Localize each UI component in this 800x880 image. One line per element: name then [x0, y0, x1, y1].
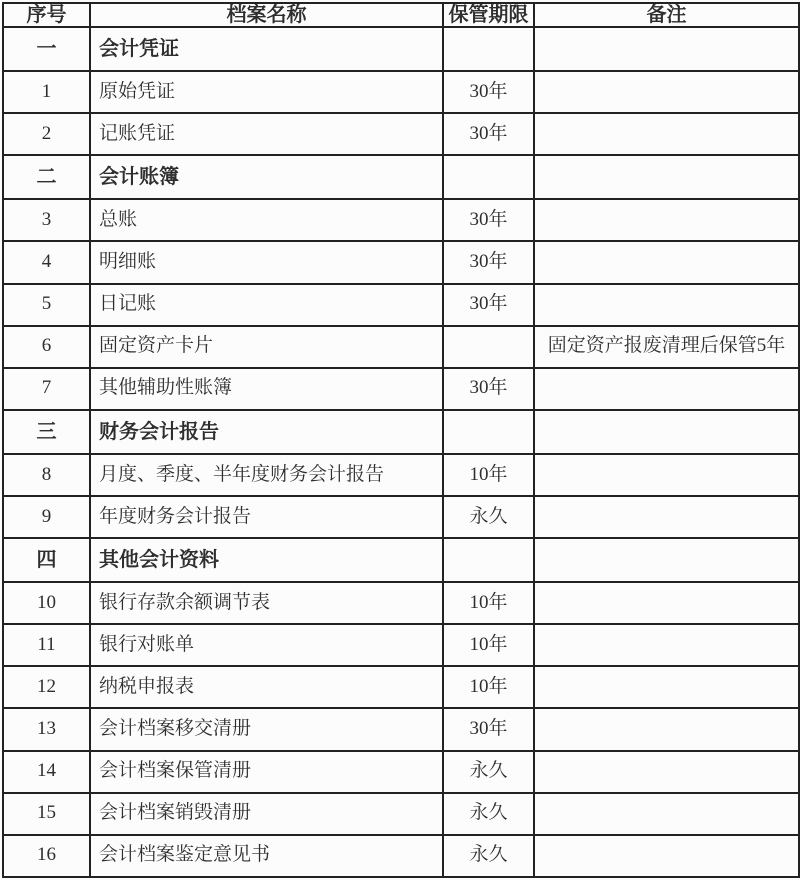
table-row: [3, 708, 799, 750]
table-row: [3, 199, 799, 241]
name-cell: 明细账: [90, 241, 443, 283]
table-row: [3, 624, 799, 666]
period-cell: [443, 27, 534, 71]
table-row: [3, 582, 799, 624]
name-cell: 会计档案鉴定意见书: [90, 835, 443, 877]
name-cell: 年度财务会计报告: [90, 496, 443, 538]
remark-cell: [534, 624, 799, 666]
remark-cell: [534, 113, 799, 155]
name-cell: 会计档案移交清册: [90, 708, 443, 750]
index-cell: 二: [3, 155, 90, 199]
index-cell: 3: [3, 199, 90, 241]
period-cell: 30年: [443, 241, 534, 283]
index-cell: 1: [3, 71, 90, 113]
period-cell: 10年: [443, 582, 534, 624]
remark-cell: [534, 708, 799, 750]
index-cell: 4: [3, 241, 90, 283]
remark-cell: [534, 199, 799, 241]
period-cell: [443, 326, 534, 368]
remark-cell: [534, 793, 799, 835]
table-header-row: [3, 3, 799, 27]
name-cell: 会计档案保管清册: [90, 751, 443, 793]
name-cell: 纳税申报表: [90, 666, 443, 708]
remark-cell: [534, 835, 799, 877]
index-cell: 11: [3, 624, 90, 666]
name-cell: 银行对账单: [90, 624, 443, 666]
period-cell: [443, 155, 534, 199]
remark-cell: [534, 751, 799, 793]
index-cell: 一: [3, 27, 90, 71]
table-row: [3, 241, 799, 283]
name-cell: 财务会计报告: [90, 410, 443, 454]
table-row: [3, 284, 799, 326]
remark-cell: [534, 368, 799, 410]
archive-retention-table: [2, 2, 800, 878]
remark-cell: [534, 155, 799, 199]
period-cell: 30年: [443, 71, 534, 113]
remark-cell: [534, 284, 799, 326]
period-cell: 30年: [443, 708, 534, 750]
table-row: [3, 368, 799, 410]
name-cell: 会计档案销毁清册: [90, 793, 443, 835]
column-header-remark: 备注: [534, 3, 799, 27]
remark-cell: 固定资产报废清理后保管5年: [534, 326, 799, 368]
name-cell: 月度、季度、半年度财务会计报告: [90, 454, 443, 496]
period-cell: 永久: [443, 496, 534, 538]
name-cell: 原始凭证: [90, 71, 443, 113]
period-cell: 永久: [443, 751, 534, 793]
index-cell: 9: [3, 496, 90, 538]
index-cell: 10: [3, 582, 90, 624]
index-cell: 7: [3, 368, 90, 410]
table-body: [3, 27, 799, 877]
column-header-name: 档案名称: [90, 3, 443, 27]
column-header-index: 序号: [3, 3, 90, 27]
period-cell: 10年: [443, 624, 534, 666]
index-cell: 14: [3, 751, 90, 793]
table-row: [3, 751, 799, 793]
table-row: [3, 835, 799, 877]
column-header-period: 保管期限: [443, 3, 534, 27]
remark-cell: [534, 71, 799, 113]
section-row: [3, 155, 799, 199]
table-row: [3, 71, 799, 113]
period-cell: [443, 538, 534, 582]
name-cell: 会计账簿: [90, 155, 443, 199]
remark-cell: [534, 666, 799, 708]
remark-cell: [534, 538, 799, 582]
name-cell: 记账凭证: [90, 113, 443, 155]
section-row: [3, 538, 799, 582]
period-cell: [443, 410, 534, 454]
period-cell: 10年: [443, 666, 534, 708]
name-cell: 会计凭证: [90, 27, 443, 71]
index-cell: 三: [3, 410, 90, 454]
name-cell: 其他会计资料: [90, 538, 443, 582]
table-row: [3, 666, 799, 708]
name-cell: 固定资产卡片: [90, 326, 443, 368]
index-cell: 2: [3, 113, 90, 155]
section-row: [3, 410, 799, 454]
remark-cell: [534, 496, 799, 538]
name-cell: 日记账: [90, 284, 443, 326]
period-cell: 30年: [443, 113, 534, 155]
period-cell: 永久: [443, 793, 534, 835]
remark-cell: [534, 27, 799, 71]
index-cell: 6: [3, 326, 90, 368]
table-row: [3, 113, 799, 155]
period-cell: 30年: [443, 199, 534, 241]
index-cell: 12: [3, 666, 90, 708]
remark-cell: [534, 410, 799, 454]
index-cell: 5: [3, 284, 90, 326]
index-cell: 13: [3, 708, 90, 750]
index-cell: 四: [3, 538, 90, 582]
remark-cell: [534, 454, 799, 496]
period-cell: 30年: [443, 284, 534, 326]
index-cell: 15: [3, 793, 90, 835]
section-row: [3, 27, 799, 71]
remark-cell: [534, 582, 799, 624]
period-cell: 永久: [443, 835, 534, 877]
table-row: [3, 326, 799, 368]
period-cell: 10年: [443, 454, 534, 496]
remark-cell: [534, 241, 799, 283]
index-cell: 16: [3, 835, 90, 877]
table-row: [3, 793, 799, 835]
table-row: [3, 454, 799, 496]
period-cell: 30年: [443, 368, 534, 410]
name-cell: 总账: [90, 199, 443, 241]
table-row: [3, 496, 799, 538]
name-cell: 其他辅助性账簿: [90, 368, 443, 410]
index-cell: 8: [3, 454, 90, 496]
name-cell: 银行存款余额调节表: [90, 582, 443, 624]
